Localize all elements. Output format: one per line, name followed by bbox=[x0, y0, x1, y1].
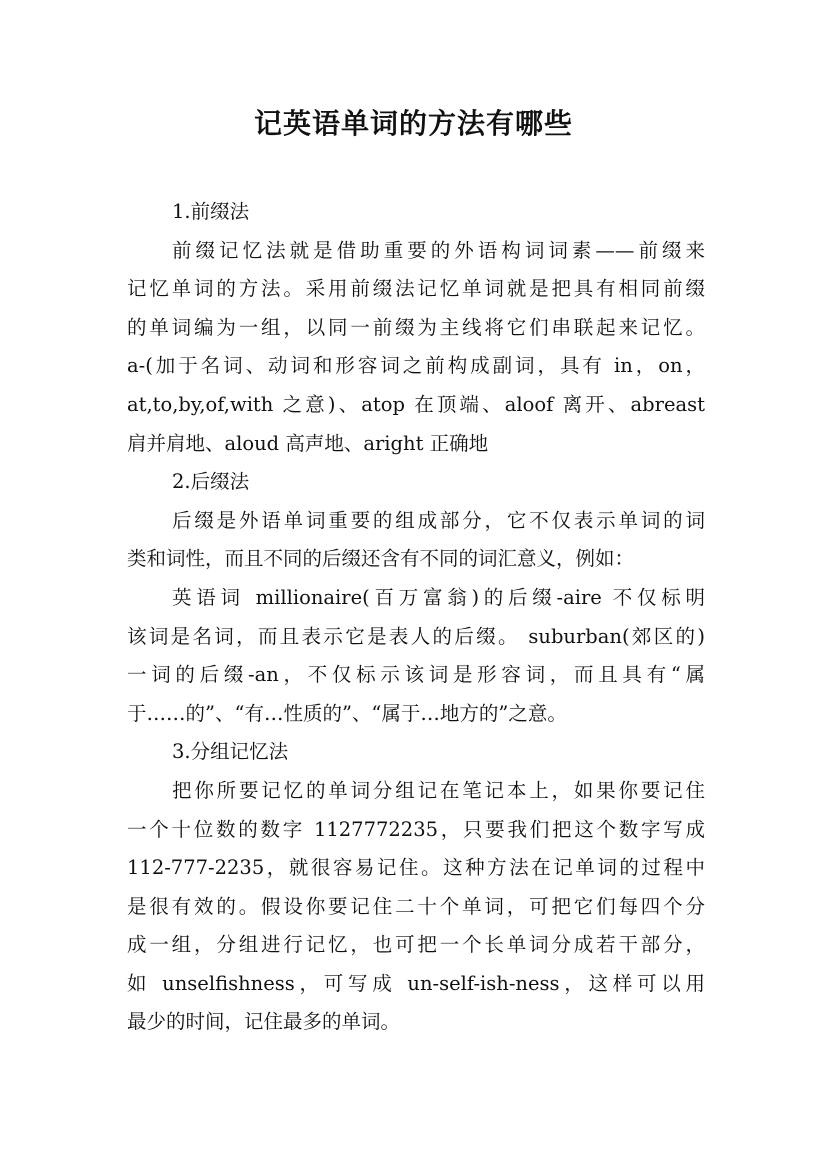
text-line: 于……的”、“有…性质的”、“属于…地方的”之意。 bbox=[127, 701, 567, 725]
document-body bbox=[127, 193, 705, 1042]
text-line: 把你所要记忆的单词分组记在笔记本上，如果你要记住 bbox=[172, 778, 705, 802]
text-line: at,to,by,of,with 之意)、atop 在顶端、aloof 离开、abreast bbox=[127, 392, 705, 416]
text-line: 的单词编为一组，以同一前缀为主线将它们串联起来记忆。 bbox=[127, 315, 705, 339]
text-line: a-(加于名词、动词和形容词之前构成副词，具有 in，on， bbox=[127, 354, 705, 378]
text-line: 最少的时间，记住最多的单词。 bbox=[127, 1010, 401, 1034]
text-line: 肩并肩地、aloud 高声地、aright 正确地 bbox=[127, 431, 489, 455]
text-line: 前缀记忆法就是借助重要的外语构词词素——前缀来 bbox=[172, 238, 705, 262]
text-line: 成一组，分组进行记忆，也可把一个长单词分成若干部分， bbox=[127, 933, 705, 957]
section-heading: 3.分组记忆法 bbox=[172, 740, 289, 764]
text-line: 英语词 millionaire(百万富翁)的后缀-aire 不仅标明 bbox=[172, 585, 705, 609]
text-line: 记忆单词的方法。采用前缀法记忆单词就是把具有相同前缀 bbox=[127, 277, 705, 301]
section-heading: 2.后缀法 bbox=[172, 470, 250, 494]
section-heading: 1.前缀法 bbox=[172, 200, 250, 223]
text-line: 112-777-2235，就很容易记住。这种方法在记单词的过程中 bbox=[127, 856, 705, 880]
text-line: 类和词性，而且不同的后缀还含有不同的词汇意义，例如： bbox=[127, 547, 635, 571]
document-title: 记英语单词的方法有哪些 bbox=[253, 107, 573, 140]
text-line: 后缀是外语单词重要的组成部分，它不仅表示单词的词 bbox=[172, 508, 705, 532]
text-line: 是很有效的。假设你要记住二十个单词，可把它们每四个分 bbox=[127, 894, 705, 918]
text-line: 一词的后缀-an，不仅标示该词是形容词，而且具有“属 bbox=[127, 663, 705, 687]
text-line: 一个十位数的数字 1127772235，只要我们把这个数字写成 bbox=[127, 817, 705, 841]
text-line: 该词是名词，而且表示它是表人的后缀。 suburban(郊区的) bbox=[127, 624, 705, 648]
text-line: 如 unselfishness，可写成 un-self-ish-ness，这样可以用 bbox=[127, 971, 705, 995]
